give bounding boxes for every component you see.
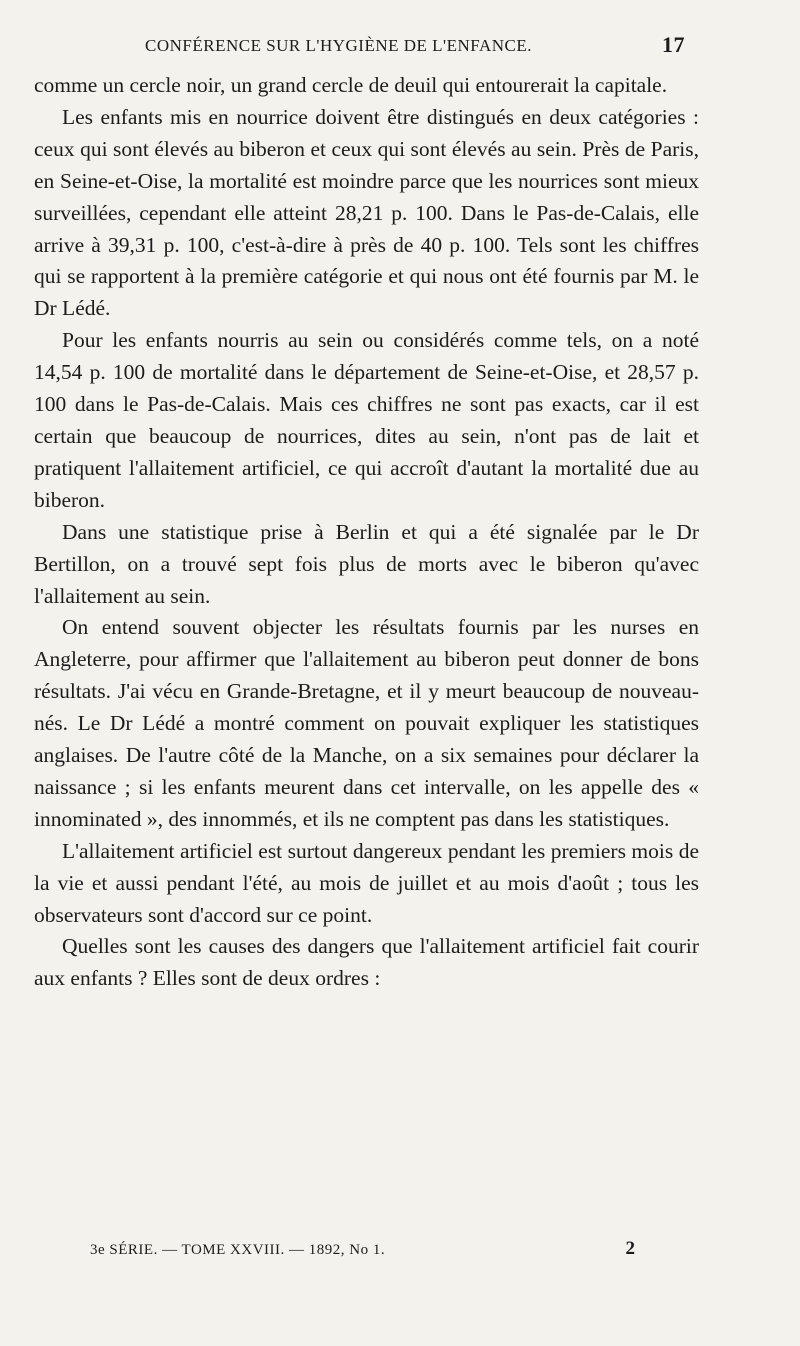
paragraph-1: comme un cercle noir, un grand cercle de deuil qui entourerait la capitale. [34, 73, 668, 97]
body-text [34, 70, 699, 995]
running-header [145, 30, 685, 60]
page-footer [90, 1238, 635, 1264]
paragraph-6: L'allaitement artificiel est surtout dangereux pendant les premiers mois de la vie et aussi pendant l'été, au mois de juillet et au mois d'août ; tous les observateurs sont d'accord sur ce point. [34, 838, 699, 927]
paragraph-4: Dans une statistique prise à Berlin et qui a été signalée par le Dr Bertillon, on a trouvé sept fois plus de morts avec le biberon qu'avec l'allaitement au sein. [34, 519, 699, 608]
paragraph-7: Quelles sont les causes des dangers que l'allaitement artificiel fait courir aux enfants ? Elles sont de deux ordres : [34, 934, 699, 991]
signature-mark: 2 [625, 1238, 635, 1259]
paragraph-5: On entend souvent objecter les résultats fournis par les nurses en Angleterre, pour affirmer que l'allaitement au biberon peut donner de bons résultats. J'ai vécu en Grande-Bretagne, et il y meurt beaucoup de nouveau-nés. Le Dr Lédé a montré comment on pouvait expliquer les statistiques anglaises. De l'autre côté de la Manche, on a six semaines pour déclarer la naissance ; si les enfants meurent dans cet intervalle, on les appelle des « innominated », des innommés, et ils ne comptent pas dans les statistiques. [34, 615, 699, 831]
paragraph-2: Les enfants mis en nourrice doivent être distingués en deux catégories : ceux qui sont élevés au biberon et ceux qui sont élevés au sein. Près de Paris, en Seine-et-Oise, la mortalité est moindre parce que les nourrices sont mieux surveillées, cependant elle atteint 28,21 p. 100. Dans le Pas-de-Calais, elle arrive à 39,31 p. 100, c'est-à-dire à près de 40 p. 100. Tels sont les chiffres qui se rapportent à la première catégorie et qui nous ont été fournis par M. le Dr Lédé. [34, 104, 699, 321]
running-title: CONFÉRENCE SUR L'HYGIÈNE DE L'ENFANCE. [145, 36, 532, 55]
paragraph-3: Pour les enfants nourris au sein ou considérés comme tels, on a noté 14,54 p. 100 de mortalité dans le département de Seine-et-Oise, et 28,57 p. 100 dans le Pas-de-Calais. Mais ces chiffres ne sont pas exacts, car il est certain que beaucoup de nourrices, dites au sein, n'ont pas de lait et pratiquent l'allaitement artificiel, ce qui accroît d'autant la mortalité due au biberon. [34, 328, 699, 512]
journal-reference: 3e SÉRIE. — TOME XXVIII. — 1892, No 1. [90, 1242, 386, 1258]
page-number: 17 [662, 32, 685, 57]
